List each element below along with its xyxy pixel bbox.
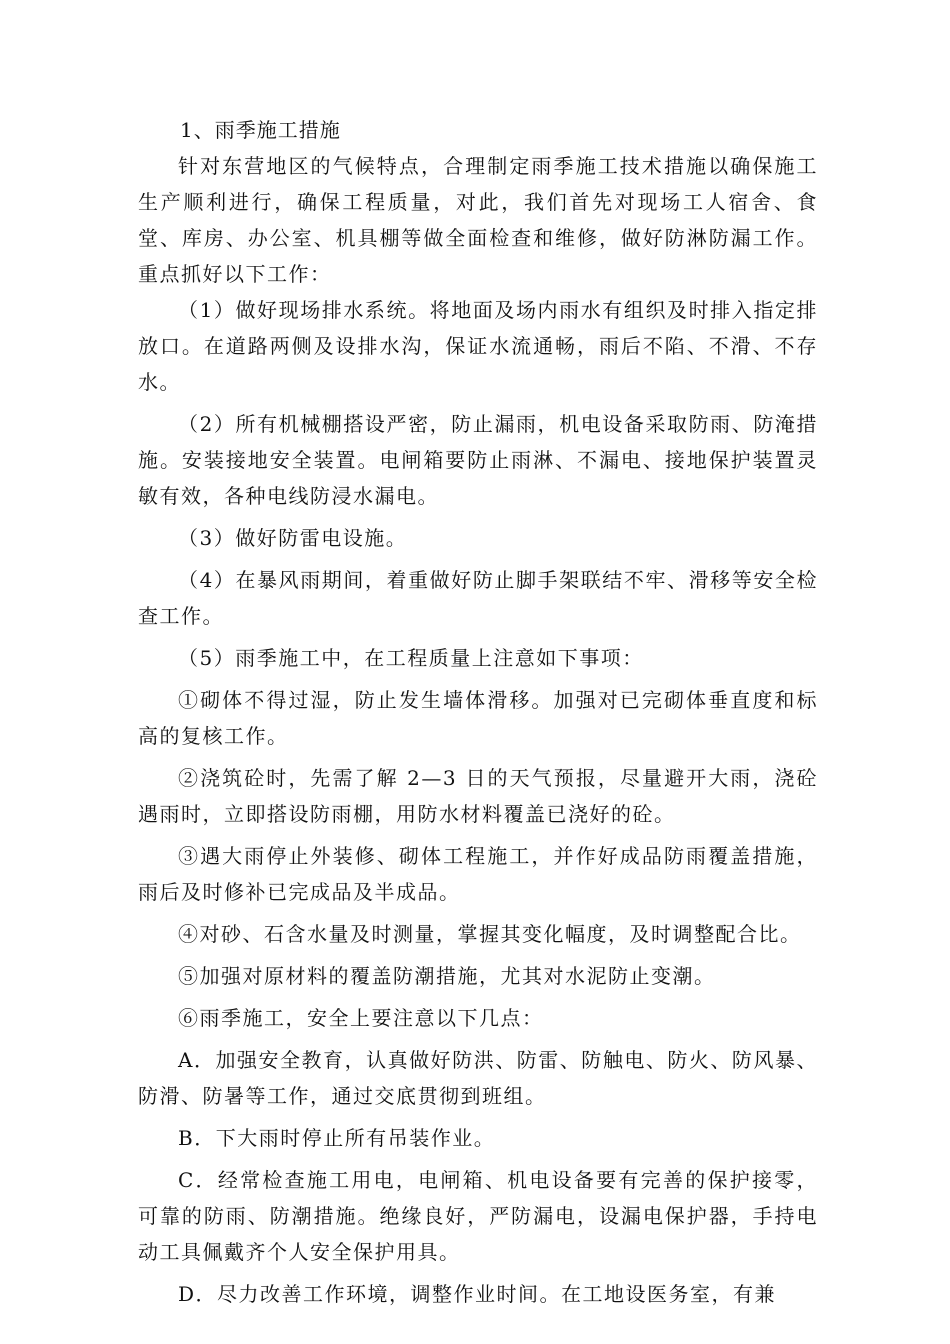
quality-item-5: ⑤加强对原材料的覆盖防潮措施，尤其对水泥防止变潮。 [178,964,716,988]
document-body [138,112,818,1312]
quality-item-2: ②浇筑砼时，先需了解 2—3 日的天气预报，尽量避开大雨，浇砼遇雨时，立即搭设防雨棚，用防水材料覆盖已浇好的砼。 [138,766,818,826]
measure-3-paragraph: （3）做好防雷电设施。 [178,526,408,550]
measure-5-paragraph: （5）雨季施工中，在工程质量上注意如下事项： [178,646,644,670]
safety-item-b: B．下大雨时停止所有吊装作业。 [178,1126,496,1150]
quality-item-1: ①砌体不得过湿，防止发生墙体滑移。加强对已完砌体垂直度和标高的复核工作。 [138,688,818,748]
safety-item-d: D．尽力改善工作环境，调整作业时间。在工地设医务室，有兼 [178,1282,777,1306]
safety-item-c: C．经常检查施工用电，电闸箱、机电设备要有完善的保护接零，可靠的防雨、防潮措施。绝缘良好，严防漏电，设漏电保护器，手持电动工具佩戴齐个人安全保护用具。 [138,1168,818,1264]
measure-1-paragraph: （1）做好现场排水系统。将地面及场内雨水有组织及时排入指定排放口。在道路两侧及设排水沟，保证水流通畅，雨后不陷、不滑、不存水。 [138,298,818,394]
section-heading: 1、雨季施工措施 [180,118,341,142]
quality-item-6: ⑥雨季施工，安全上要注意以下几点： [178,1006,544,1030]
quality-item-3: ③遇大雨停止外装修、砌体工程施工，并作好成品防雨覆盖措施，雨后及时修补已完成品及半成品。 [138,844,818,904]
measure-2-paragraph: （2）所有机械棚搭设严密，防止漏雨，机电设备采取防雨、防淹措施。安装接地安全装置。电闸箱要防止雨淋、不漏电、接地保护装置灵敏有效，各种电线防浸水漏电。 [138,412,818,508]
intro-paragraph: 针对东营地区的气候特点，合理制定雨季施工技术措施以确保施工生产顺利进行，确保工程质量，对此，我们首先对现场工人宿舍、食堂、库房、办公室、机具棚等做全面检查和维修，做好防淋防漏工作。重点抓好以下工作： [138,154,818,286]
measure-4-paragraph: （4）在暴风雨期间，着重做好防止脚手架联结不牢、滑移等安全检查工作。 [138,568,818,628]
quality-item-4: ④对砂、石含水量及时测量，掌握其变化幅度，及时调整配合比。 [178,922,802,946]
safety-item-a: A．加强安全教育，认真做好防洪、防雷、防触电、防火、防风暴、防滑、防暑等工作，通过交底贯彻到班组。 [138,1048,818,1108]
